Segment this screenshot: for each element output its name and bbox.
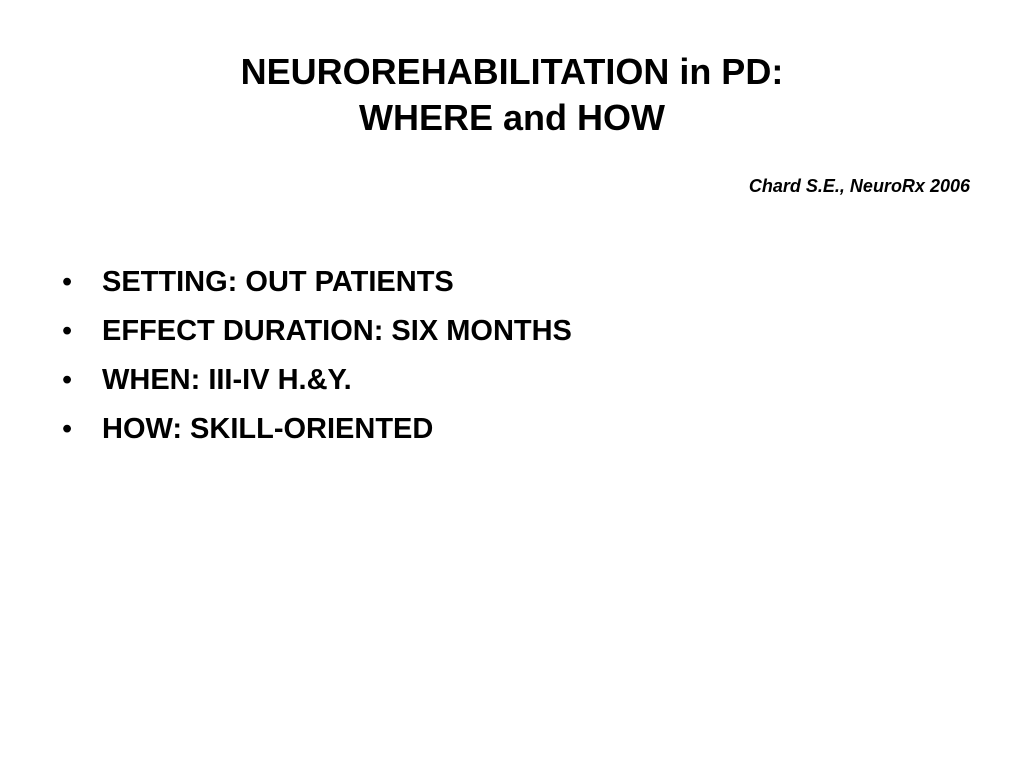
- bullet-text: EFFECT DURATION: SIX MONTHS: [102, 315, 572, 347]
- title-line-2: WHERE and HOW: [359, 97, 665, 138]
- bullet-icon: •: [62, 315, 73, 347]
- title-line-1: NEUROREHABILITATION in PD:: [240, 51, 784, 92]
- citation: Chard S.E., NeuroRx 2006: [748, 176, 970, 196]
- bullet-text: SETTING: OUT PATIENTS: [102, 266, 454, 298]
- slide-title: [0, 49, 1024, 141]
- bullet-icon: •: [62, 266, 73, 298]
- bullet-text: WHEN: III-IV H.&Y.: [102, 364, 352, 396]
- bullet-icon: •: [62, 413, 73, 445]
- bullet-icon: •: [62, 364, 73, 396]
- bullet-text: HOW: SKILL-ORIENTED: [102, 413, 434, 445]
